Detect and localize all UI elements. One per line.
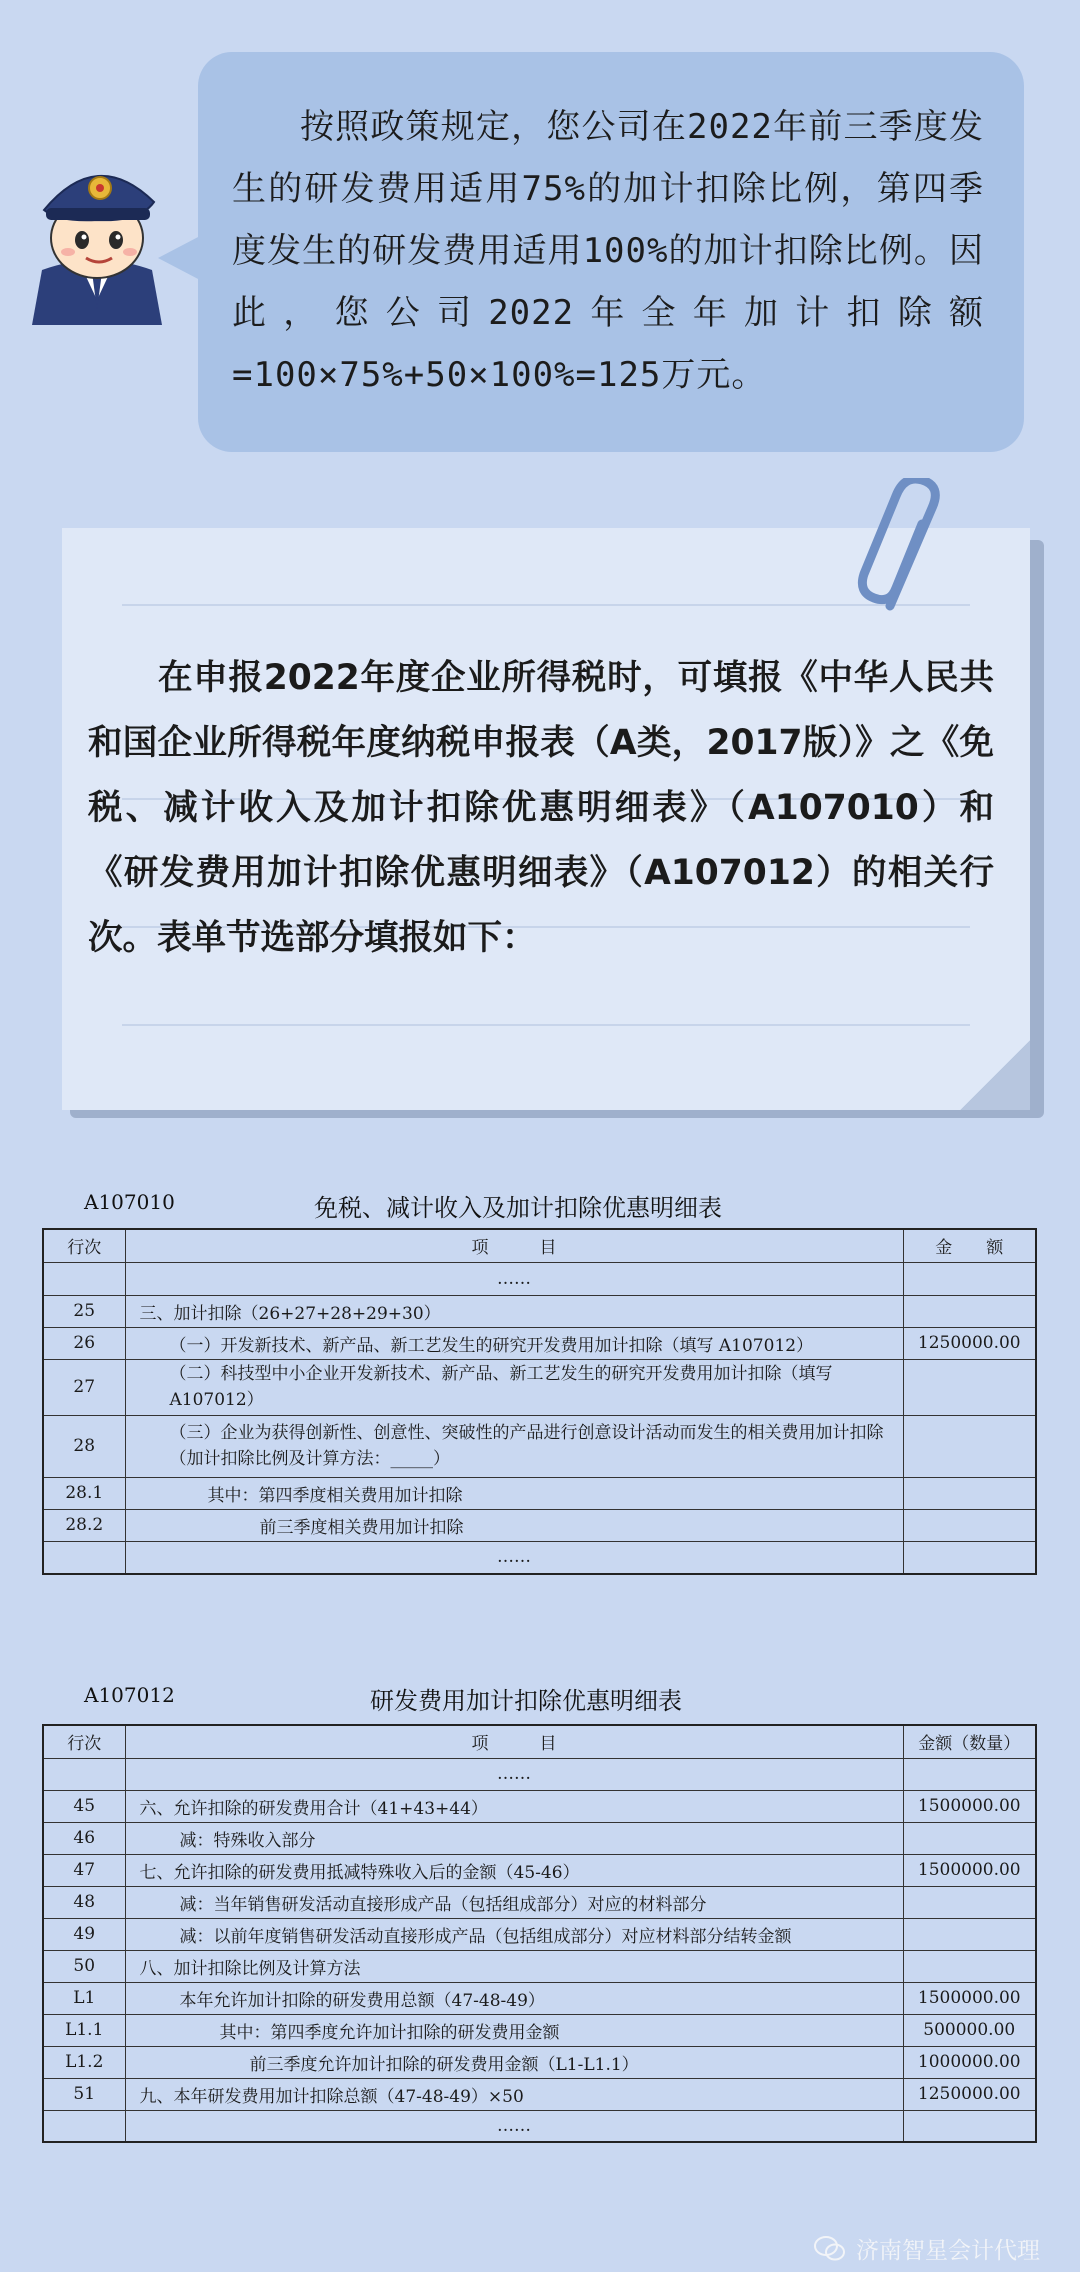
amount-cell: 1250000.00	[903, 2078, 1036, 2110]
item-cell: 减：当年销售研发活动直接形成产品（包括组成部分）对应的材料部分	[125, 1886, 903, 1918]
table-row	[43, 2078, 1036, 2110]
table2-header-cell: 项 目	[125, 1725, 903, 1758]
amount-cell: 500000.00	[903, 2014, 1036, 2046]
row-number-cell: 47	[43, 1854, 125, 1886]
table1-header-row	[43, 1229, 1036, 1262]
amount-cell	[903, 1262, 1036, 1295]
item-cell: 六、允许扣除的研发费用合计（41+43+44）	[125, 1790, 903, 1822]
amount-cell	[903, 1950, 1036, 1982]
row-number-cell: 45	[43, 1790, 125, 1822]
note-corner-fold	[960, 1040, 1030, 1110]
row-number-cell: 49	[43, 1918, 125, 1950]
note-rule	[122, 604, 970, 606]
table-row	[43, 1509, 1036, 1541]
item-cell: 七、允许扣除的研发费用抵减特殊收入后的金额（45-46）	[125, 1854, 903, 1886]
speech-bubble	[198, 52, 1024, 452]
table2-code: A107012	[84, 1683, 175, 1707]
table2	[42, 1724, 1037, 2143]
row-number-cell: L1.1	[43, 2014, 125, 2046]
table-row	[43, 1477, 1036, 1509]
item-cell: 其中：第四季度相关费用加计扣除	[125, 1477, 903, 1509]
table-row	[43, 1758, 1036, 1790]
row-number-cell: 28.1	[43, 1477, 125, 1509]
item-cell: ……	[125, 1541, 903, 1574]
table-row	[43, 1822, 1036, 1854]
table1-code: A107010	[84, 1190, 175, 1214]
amount-cell	[903, 1295, 1036, 1327]
amount-cell	[903, 1541, 1036, 1574]
amount-cell: 1500000.00	[903, 1790, 1036, 1822]
speech-bubble-text: 按照政策规定，您公司在2022年前三季度发生的研发费用适用75%的加计扣除比例，第四季度发生的研发费用适用100%的加计扣除比例。因此，您公司2022年全年加计扣除额=100×75%+50×100%=125万元。	[232, 107, 984, 395]
table2-heading	[0, 1675, 1080, 1715]
item-cell: 减：特殊收入部分	[125, 1822, 903, 1854]
table1-title: 免税、减计收入及加计扣除优惠明细表	[314, 1194, 722, 1222]
amount-cell	[903, 1886, 1036, 1918]
table2-header-cell: 行次	[43, 1725, 125, 1758]
table-row	[43, 1359, 1036, 1415]
table-row	[43, 1295, 1036, 1327]
row-number-cell: 48	[43, 1886, 125, 1918]
item-cell: 前三季度相关费用加计扣除	[125, 1509, 903, 1541]
amount-cell	[903, 1509, 1036, 1541]
table-row	[43, 1415, 1036, 1477]
table2-header-cell: 金额（数量）	[903, 1725, 1036, 1758]
item-cell: 八、加计扣除比例及计算方法	[125, 1950, 903, 1982]
row-number-cell: L1.2	[43, 2046, 125, 2078]
table-row	[43, 2014, 1036, 2046]
table-row	[43, 1982, 1036, 2014]
row-number-cell: 25	[43, 1295, 125, 1327]
amount-cell	[903, 1822, 1036, 1854]
table-row	[43, 1886, 1036, 1918]
wechat-icon	[814, 2235, 846, 2263]
row-number-cell: 26	[43, 1327, 125, 1359]
paperclip-icon	[846, 478, 966, 628]
item-cell: ……	[125, 2110, 903, 2142]
tax-officer-illustration	[22, 150, 172, 325]
item-cell: 前三季度允许加计扣除的研发费用金额（L1-L1.1）	[125, 2046, 903, 2078]
table-row	[43, 1854, 1036, 1886]
item-cell: 本年允许加计扣除的研发费用总额（47-48-49）	[125, 1982, 903, 2014]
amount-cell	[903, 1758, 1036, 1790]
table-row	[43, 2110, 1036, 2142]
amount-cell	[903, 1477, 1036, 1509]
table-row	[43, 1790, 1036, 1822]
table1	[42, 1228, 1037, 1575]
table1-header-cell: 项 目	[125, 1229, 903, 1262]
table-row	[43, 1950, 1036, 1982]
table2-title: 研发费用加计扣除优惠明细表	[370, 1687, 682, 1715]
row-number-cell: 28.2	[43, 1509, 125, 1541]
table-row	[43, 1262, 1036, 1295]
amount-cell	[903, 1918, 1036, 1950]
amount-cell	[903, 2110, 1036, 2142]
row-number-cell: 46	[43, 1822, 125, 1854]
row-number-cell: 28	[43, 1415, 125, 1477]
amount-cell: 1500000.00	[903, 1982, 1036, 2014]
row-number-cell: L1	[43, 1982, 125, 2014]
watermark-text: 济南智星会计代理	[856, 2238, 1040, 2264]
row-number-cell: 50	[43, 1950, 125, 1982]
table1-header-cell: 行次	[43, 1229, 125, 1262]
note-text: 在申报2022年度企业所得税时，可填报《中华人民共和国企业所得税年度纳税申报表（A类，2017版）》之《免税、减计收入及加计扣除优惠明细表》（A107010）和《研发费用加计扣除优惠明细表》（A107012）的相关行次。表单节选部分填报如下：	[88, 658, 994, 958]
item-cell: 减：以前年度销售研发活动直接形成产品（包括组成部分）对应材料部分结转金额	[125, 1918, 903, 1950]
row-number-cell	[43, 1758, 125, 1790]
table2-header-row	[43, 1725, 1036, 1758]
table1-header-cell: 金 额	[903, 1229, 1036, 1262]
watermark	[814, 2232, 1040, 2265]
note-rule	[122, 1024, 970, 1026]
table1-heading	[0, 1182, 1080, 1222]
table-row	[43, 1918, 1036, 1950]
item-cell: ……	[125, 1262, 903, 1295]
item-cell: 其中：第四季度允许加计扣除的研发费用金额	[125, 2014, 903, 2046]
amount-cell	[903, 1359, 1036, 1415]
item-cell: 三、加计扣除（26+27+28+29+30）	[125, 1295, 903, 1327]
amount-cell: 1000000.00	[903, 2046, 1036, 2078]
table-row	[43, 1327, 1036, 1359]
table-row	[43, 2046, 1036, 2078]
item-cell: ……	[125, 1758, 903, 1790]
table-row	[43, 1541, 1036, 1574]
speech-bubble-tail	[158, 236, 200, 280]
row-number-cell	[43, 1262, 125, 1295]
item-cell: （三）企业为获得创新性、创意性、突破性的产品进行创意设计活动而发生的相关费用加计扣除（加计扣除比例及计算方法：_____）	[125, 1415, 903, 1477]
amount-cell: 1250000.00	[903, 1327, 1036, 1359]
item-cell: （一）开发新技术、新产品、新工艺发生的研究开发费用加计扣除（填写 A107012）	[125, 1327, 903, 1359]
row-number-cell: 51	[43, 2078, 125, 2110]
amount-cell: 1500000.00	[903, 1854, 1036, 1886]
row-number-cell	[43, 2110, 125, 2142]
amount-cell	[903, 1415, 1036, 1477]
row-number-cell: 27	[43, 1359, 125, 1415]
item-cell: 九、本年研发费用加计扣除总额（47-48-49）×50	[125, 2078, 903, 2110]
row-number-cell	[43, 1541, 125, 1574]
item-cell: （二）科技型中小企业开发新技术、新产品、新工艺发生的研究开发费用加计扣除（填写 A107012）	[125, 1359, 903, 1415]
